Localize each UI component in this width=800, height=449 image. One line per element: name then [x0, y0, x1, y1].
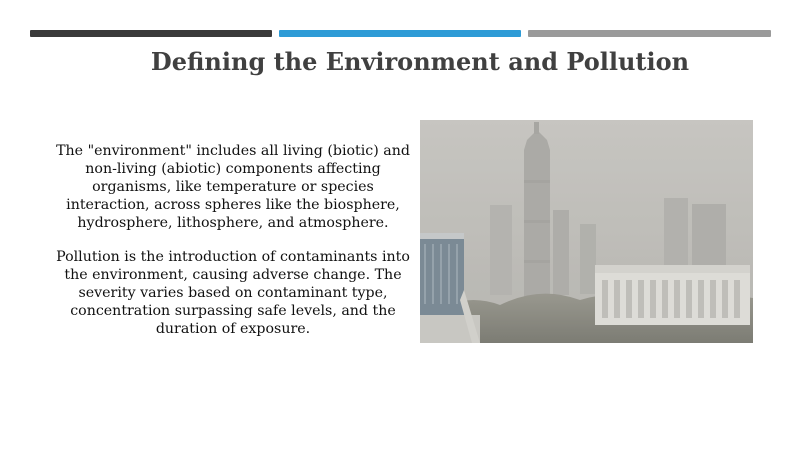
paragraph-pollution: Pollution is the introduction of contaminants into the environment, causing adverse change. The severity varies based on contaminant type, concentration surpassing safe levels, and the duration of exposure.	[56, 249, 410, 337]
slide-title: Defining the Environment and Pollution	[150, 47, 690, 76]
smog-city-image	[420, 120, 753, 343]
header-bar-dark	[30, 30, 272, 37]
header-bar-gray	[528, 30, 771, 37]
smog-city-photo	[420, 120, 753, 343]
header-bar-blue	[279, 30, 521, 37]
slide-body	[52, 142, 414, 354]
paragraph-environment: The "environment" includes all living (biotic) and non-living (abiotic) components affecting organisms, like temperature or species interaction, across spheres like the biosphere, hydrosphere, lithosphere, and atmosphere.	[56, 143, 410, 231]
